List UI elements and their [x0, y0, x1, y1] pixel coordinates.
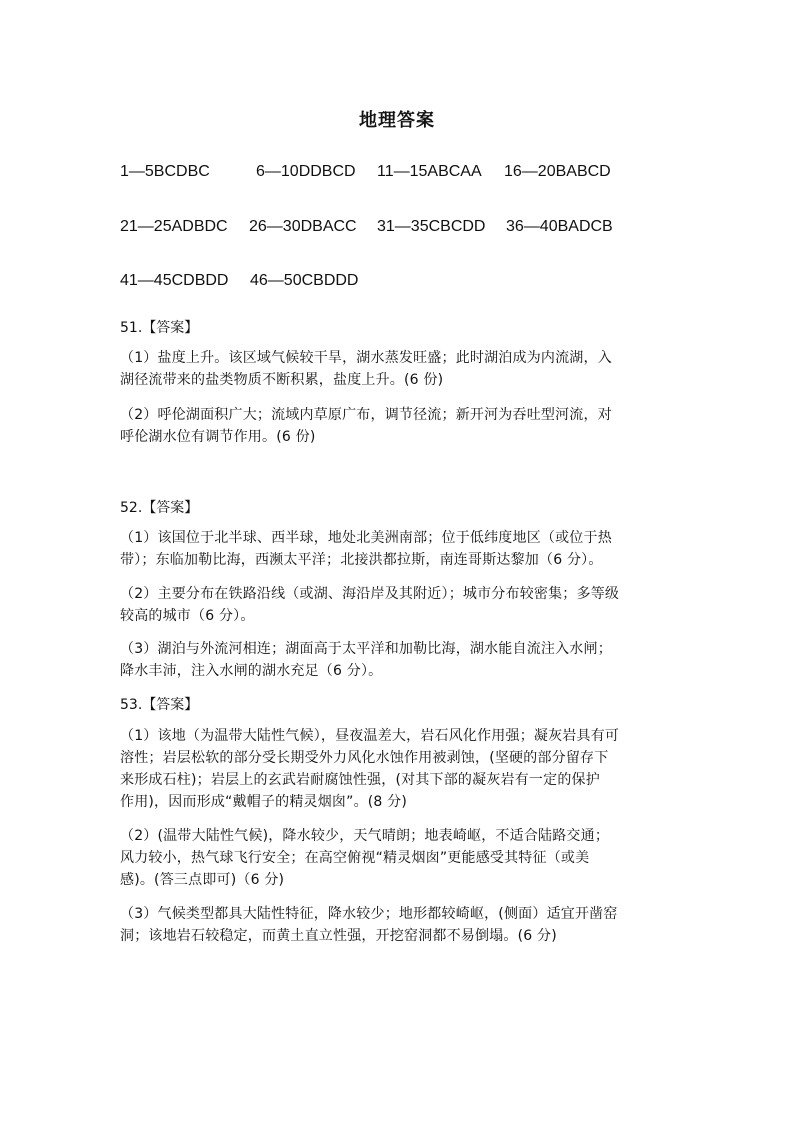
- text-line: 作用)，因而形成“戴帽子的精灵烟囱”。(8 分): [120, 794, 408, 810]
- q52-answer-1: [120, 527, 680, 571]
- text-line: 呼伦湖水位有调节作用。(6 份): [120, 429, 316, 445]
- mc-answer-group: 31—35CBCDD: [377, 218, 486, 235]
- text-line: 较高的城市（6 分）。: [120, 608, 255, 624]
- q52-answer-3: [120, 638, 680, 682]
- mc-answer-group: 41—45CDBDD: [120, 272, 229, 289]
- q52-heading: 52.【答案】: [120, 500, 199, 516]
- page-title: 地理答案: [359, 110, 435, 131]
- q51-answer-1: [120, 347, 680, 391]
- mc-answer-group: 16—20BABCD: [504, 163, 611, 180]
- q53-answer-2: [120, 825, 680, 891]
- text-line: （1）盐度上升。该区域气候较干旱，湖水蒸发旺盛；此时湖泊成为内流湖，入: [120, 350, 612, 366]
- q53-answer-1: [120, 725, 680, 813]
- text-line: （2）(温带大陆性气候)，降水较少，天气晴朗；地表崎岖，不适合陆路交通；: [120, 828, 610, 844]
- text-line: 降水丰沛，注入水闸的湖水充足（6 分）。: [120, 663, 383, 679]
- text-line: （2）主要分布在铁路沿线（或湖、海沿岸及其附近）；城市分布较密集；多等级: [120, 586, 620, 602]
- text-line: 感)。(答三点即可)（6 分): [120, 872, 285, 888]
- q53-answer-3: [120, 903, 680, 947]
- text-line: （1）该地（为温带大陆性气候），昼夜温差大，岩石风化作用强；凝灰岩具有可: [120, 728, 620, 744]
- q52-answer-2: [120, 583, 680, 627]
- text-line: 带）；东临加勒比海，西濒太平洋；北接洪都拉斯，南连哥斯达黎加（6 分）。: [120, 552, 603, 568]
- mc-answer-group: 36—40BADCB: [506, 218, 613, 235]
- mc-answer-group: 21—25ADBDC: [120, 218, 228, 235]
- text-line: 风力较小，热气球飞行安全；在高空俯视“精灵烟囱”更能感受其特征（或美: [120, 850, 590, 866]
- mc-answer-group: 6—10DDBCD: [256, 163, 356, 180]
- q51-heading: 51.【答案】: [120, 320, 199, 336]
- text-line: 湖径流带来的盐类物质不断积累，盐度上升。(6 份): [120, 372, 444, 388]
- q53-heading: 53.【答案】: [120, 697, 199, 713]
- text-line: （3）湖泊与外流河相连；湖面高于太平洋和加勒比海，湖水能自流注入水闸；: [120, 641, 612, 657]
- text-line: （1）该国位于北半球、西半球，地处北美洲南部；位于低纬度地区（或位于热: [120, 530, 612, 546]
- mc-answer-group: 46—50CBDDD: [250, 272, 359, 289]
- text-line: 溶性；岩层松软的部分受长期受外力风化水蚀作用被剥蚀，(坚硬的部分留存下: [120, 750, 609, 766]
- mc-answer-group: 1—5BCDBC: [120, 163, 210, 180]
- text-line: 洞；该地岩石较稳定，而黄土直立性强，开挖窑洞都不易倒塌。(6 分): [120, 928, 557, 944]
- mc-answer-group: 26—30DBACC: [249, 218, 357, 235]
- mc-answer-group: 11—15ABCAA: [377, 163, 482, 180]
- text-line: （3）气候类型都具大陆性特征，降水较少；地形都较崎岖，(侧面）适宜开凿窑: [120, 906, 618, 922]
- text-line: 来形成石柱)；岩层上的玄武岩耐腐蚀性强，(对其下部的凝灰岩有一定的保护: [120, 772, 600, 788]
- text-line: （2）呼伦湖面积广大；流域内草原广布，调节径流；新开河为吞吐型河流，对: [120, 407, 612, 423]
- q51-answer-2: [120, 404, 680, 448]
